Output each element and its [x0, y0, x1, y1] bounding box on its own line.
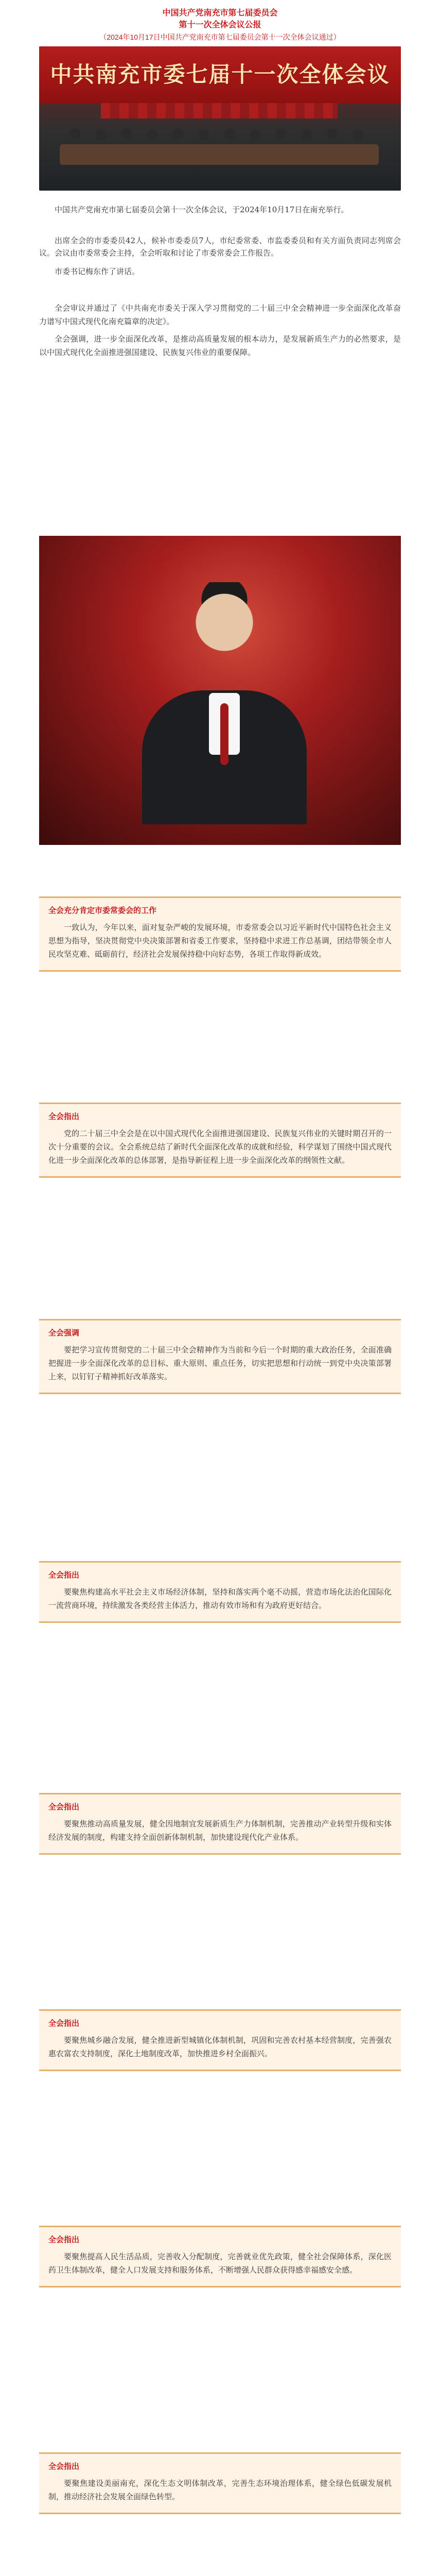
section-2: [39, 1103, 401, 1178]
section-body: 一致认为，今年以来，面对复杂严峻的发展环境，市委常委会以习近平新时代中国特色社会主义思想为指导，坚决贯彻党中央决策部署和省委工作要求，坚持稳中求进工作总基调，团结带领全市人民攻坚克难、砥砺前行，经济社会发展保持稳中向好态势，各项工作取得新成效。: [48, 923, 392, 959]
section-body: 要聚焦构建高水平社会主义市场经济体制，坚持和落实两个毫不动摇，营造市场化法治化国际化一流营商环境，持续激发各类经营主体活力，推动有效市场和有为政府更好结合。: [48, 1587, 392, 1610]
hero-table: [60, 144, 379, 165]
section-body: 要聚焦城乡融合发展，健全推进新型城镇化体制机制，巩固和完善农村基本经营制度，完善强农惠农富农支持制度，深化土地制度改革，加快推进乡村全面振兴。: [48, 2036, 392, 2058]
speaker-tie: [220, 703, 228, 765]
body-paragraph-2: 全会强调，进一步全面深化改革，是推动高质量发展的根本动力，是发展新质生产力的必然要求，是以中国式现代化全面推进强国建设、民族复兴伟业的重要保障。: [39, 334, 401, 357]
speaker-photo: [39, 536, 401, 845]
section-title: 全会指出: [48, 2462, 80, 2471]
section-title: 全会指出: [48, 1112, 80, 1121]
section-title: 全会指出: [48, 2019, 80, 2028]
section-body: 党的二十届三中全会是在以中国式现代化全面推进强国建设、民族复兴伟业的关键时期召开的一次十分重要的会议。全会系统总结了新时代全面深化改革的成就和经验，科学谋划了围绕中国式现代化进一步全面深化改革的总体部署，是指导新征程上进一步全面深化改革的纲领性文献。: [48, 1129, 392, 1165]
hero-banner-text: 中共南充市委七届十一次全体会议: [50, 62, 390, 87]
section-title: 全会指出: [48, 1803, 80, 1811]
section-5: [39, 1793, 401, 1855]
section-1: [39, 896, 401, 972]
section-8: [39, 2452, 401, 2514]
article-header: [0, 8, 440, 42]
section-body: 要聚焦推动高质量发展，健全因地制宜发展新质生产力体制机制，完善推动产业转型升级和实体经济发展的制度，构建支持全面创新体制机制，加快建设现代化产业体系。: [48, 1819, 392, 1842]
section-body: 要聚焦提高人民生活品质，完善收入分配制度，完善就业优先政策，健全社会保障体系，深化医药卫生体制改革，健全人口发展支持和服务体系，不断增强人民群众获得感幸福感安全感。: [48, 2252, 392, 2275]
hero-image: [39, 46, 401, 191]
section-6: [39, 2009, 401, 2071]
section-7: [39, 2226, 401, 2287]
intro-paragraph-3: 市委书记梅东作了讲话。: [55, 267, 140, 276]
section-title: 全会充分肯定市委常委会的工作: [48, 906, 157, 915]
section-3: [39, 1319, 401, 1394]
intro-paragraph-2: 出席全会的市委委员42人，候补市委委员7人，市纪委常委、市监委委员和有关方面负责同志列席会议。会议由市委常委会主持，全会听取和讨论了市委常委会工作报告。: [39, 236, 401, 258]
hero-flags: [101, 103, 338, 118]
section-4: [39, 1561, 401, 1623]
header-line-2: 第十一次全体会议公报: [179, 21, 261, 29]
intro-paragraph-1: 中国共产党南充市第七届委员会第十一次全体会议，于2024年10月17日在南充举行。: [55, 205, 349, 214]
header-line-3: （2024年10月17日中国共产党南充市第七届委员会第十一次全体会议通过）: [99, 33, 341, 41]
body-paragraph-1: 全会审议并通过了《中共南充市委关于深入学习贯彻党的二十届三中全会精神进一步全面深化改革奋力谱写中国式现代化南充篇章的决定》。: [39, 303, 401, 326]
section-body: 要把学习宣传贯彻党的二十届三中全会精神作为当前和今后一个时期的重大政治任务，全面准确把握进一步全面深化改革的总目标、重大原则、重点任务，切实把思想和行动统一到党中央决策部署上来，以钉钉子精神抓好改革落实。: [48, 1345, 392, 1381]
section-title: 全会指出: [48, 2235, 80, 2244]
section-title: 全会指出: [48, 1571, 80, 1580]
section-title: 全会强调: [48, 1329, 80, 1337]
section-body: 要聚焦建设美丽南充，深化生态文明体制改革，完善生态环境治理体系，健全绿色低碳发展机制，推动经济社会发展全面绿色转型。: [48, 2479, 392, 2501]
header-line-1: 中国共产党南充市第七届委员会: [162, 9, 278, 18]
